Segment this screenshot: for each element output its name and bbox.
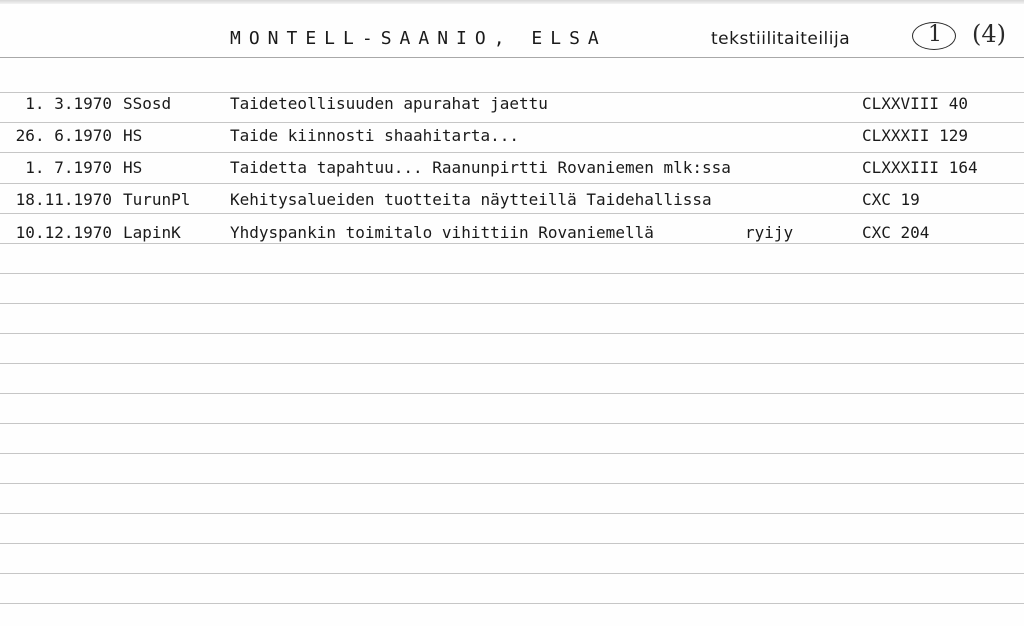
ruled-line bbox=[0, 453, 1024, 454]
entry-title: Yhdyspankin toimitalo vihittiin Rovaniemellä bbox=[230, 223, 654, 242]
ruled-line bbox=[0, 363, 1024, 364]
entry-source: SSosd bbox=[123, 94, 172, 113]
entry-reference: CLXXXII 129 bbox=[862, 126, 968, 145]
entry-date: 1. 7.1970 bbox=[25, 158, 112, 177]
entry-date: 26. 6.1970 bbox=[15, 126, 112, 145]
entry-date: 10.12.1970 bbox=[15, 223, 112, 242]
ruled-line bbox=[0, 393, 1024, 394]
entry-title: Taide kiinnosti shaahitarta... bbox=[230, 126, 519, 145]
ruled-line bbox=[0, 603, 1024, 604]
ruled-line bbox=[0, 483, 1024, 484]
entry-title: Taideteollisuuden apurahat jaettu bbox=[230, 94, 548, 113]
entry-date: 1. 3.1970 bbox=[25, 94, 112, 113]
entry-note: ryijy bbox=[745, 223, 794, 242]
entry-reference: CXC 19 bbox=[862, 190, 920, 209]
entry-row bbox=[0, 94, 1024, 124]
ruled-line bbox=[0, 303, 1024, 304]
ruled-line bbox=[0, 423, 1024, 424]
person-name: MONTELL-SAANIO, ELSA bbox=[230, 28, 607, 49]
entry-source: HS bbox=[123, 126, 143, 145]
entry-reference: CLXXXIII 164 bbox=[862, 158, 978, 177]
entry-row bbox=[0, 126, 1024, 156]
ruled-line bbox=[0, 333, 1024, 334]
entry-row bbox=[0, 223, 1024, 253]
entry-title: Kehitysalueiden tuotteita näytteillä Taidehallissa bbox=[230, 190, 712, 209]
entry-source: TurunPl bbox=[123, 190, 191, 209]
entry-row bbox=[0, 190, 1024, 220]
entry-date: 18.11.1970 bbox=[15, 190, 112, 209]
entry-reference: CXC 204 bbox=[862, 223, 930, 242]
card-top-edge bbox=[0, 0, 1024, 4]
handwritten-card-count: (4) bbox=[972, 20, 1006, 48]
handwritten-circled-number bbox=[912, 22, 956, 50]
entry-source: HS bbox=[123, 158, 143, 177]
ruled-line bbox=[0, 513, 1024, 514]
profession: tekstiilitaiteilija bbox=[711, 29, 851, 49]
entry-reference: CLXXVIII 40 bbox=[862, 94, 968, 113]
ruled-line bbox=[0, 573, 1024, 574]
entry-row bbox=[0, 158, 1024, 188]
header-rule bbox=[0, 57, 1024, 58]
ruled-line bbox=[0, 92, 1024, 93]
ruled-line bbox=[0, 543, 1024, 544]
ruled-line bbox=[0, 273, 1024, 274]
entry-title: Taidetta tapahtuu... Raanunpirtti Rovaniemen mlk:ssa bbox=[230, 158, 731, 177]
handwritten-number: 1 bbox=[928, 22, 942, 47]
entry-source: LapinK bbox=[123, 223, 181, 242]
